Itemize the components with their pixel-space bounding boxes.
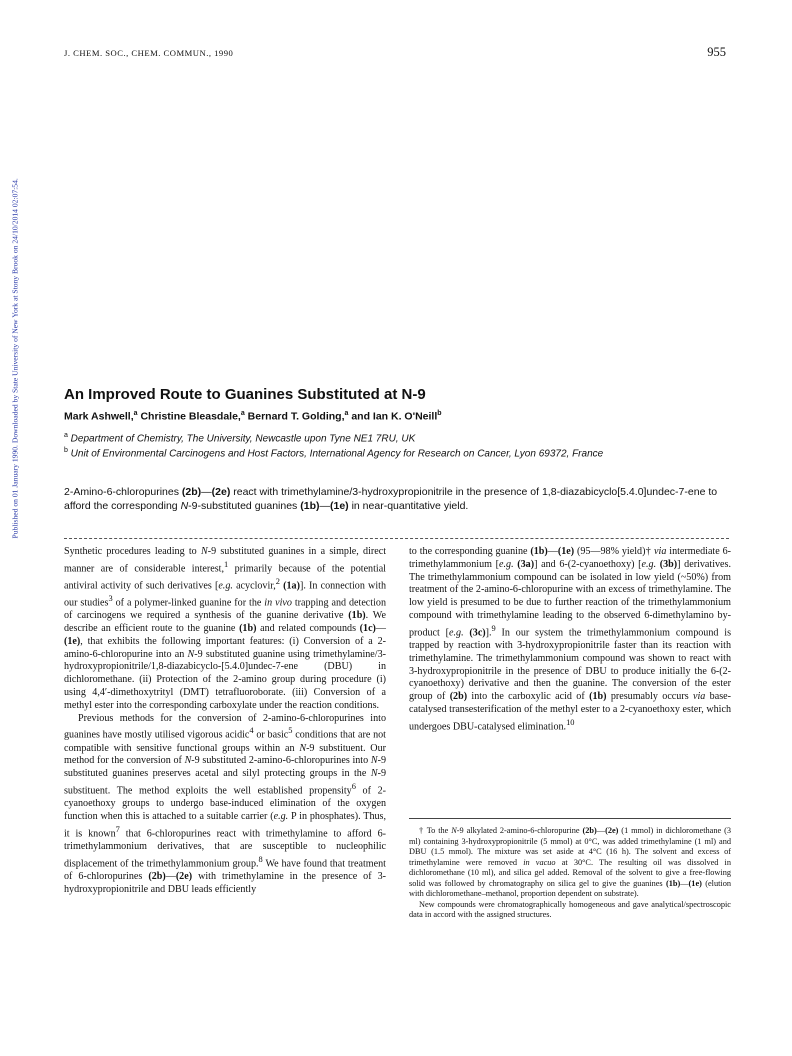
affiliations: $^a$ Department of Chemistry, The University, Newcastle upon Tyne NE1 7RU, UK $^b$ Unit of Environmental Carcinogens and Host Factors, International Agency for Research on Cancer, Lyon 69372, France xyxy=(64,432,604,460)
page-number: 955 xyxy=(707,45,726,59)
footnotes xyxy=(409,826,731,921)
body-paragraph: Previous methods for the conversion of 2-amino-6-chloropurines into guanines have mostly utilised vigorous acidic$^4$ or basic$^5$ conditions that are not compatible with sensitive functional groups within an N-9 substituent. Our method for the conversion of N-9 substituted 2-amino-6-chloropurines into N-9 substituted guanines preserves acetal and silyl protecting groups in the N-9 substituent. The method exploits the well established propensity$^6$ of 2-cyanoethoxy groups to undergo base-induced elimination of the oxygen function when this is attached to a suitable carrier (e.g. P in phosphates). Thus, it is known$^7$ that 6-chloropurines react with trimethylamine to afford 6-trimethylammonium derivatives, that are susceptible to nucleophilic displacement of the trimethylammonium group.$^8$ We have found that treatment of 6-chloropurines (2b)—(2e) with trimethylamine in the presence of 3-hydroxypropionitrile and DBU leads efficiently xyxy=(64,712,387,895)
body-column-right xyxy=(409,546,731,734)
footnote: New compounds were chromatographically homogeneous and gave analytical/spectroscopic data in accord with the assigned structures. xyxy=(409,899,731,919)
abstract-divider xyxy=(64,538,729,539)
abstract: 2-Amino-6-chloropurines (2b)—(2e) react with trimethylamine/3-hydroxypropionitrile in the presence of 1,8-diazabicyclo[5.4.0]undec-7-ene to afford the corresponding N-9-substituted guanines (1b)—(1e) in near-quantitative yield. xyxy=(64,486,718,512)
footnote: † To the N-9 alkylated 2-amino-6-chloropurine (2b)—(2e) (1 mmol) in dichloromethane (3 ml) containing 3-hydroxypropionitrile (5 mmol) at 0°C, was added trimethylamine (1 ml) and DBU (1.5 mmol). The mixture was set aside at 4°C (16 h). The solvent and excess of trimethylamine were removed in vacuo at 30°C. The resulting oil was dissolved in dichloromethane (10 ml), and silica gel added. Removal of the solvent to give a free-flowing solid was followed by chromatography on silica gel to give the guanines (1b)—(1e) (elution with dichloromethane–methanol, proportion dependent on substrate). xyxy=(409,826,731,898)
running-head: J. CHEM. SOC., CHEM. COMMUN., 1990 xyxy=(64,48,234,58)
body-paragraph: to the corresponding guanine (1b)—(1e) (95—98% yield)† via intermediate 6-trimethylammonium [e.g. (3a)] and 6-(2-cyanoethoxy) [e.g. (3b)] derivatives. The trimethylammonium compound can be isolated in low yield (~50%) from treatment of the 2-amino-6-chloropurine with an excess of trimethylamine. The low yield is presumed to be due to further reaction of the trimethylammonium compound with trimethylamine leading to the observed 6-dimethylamino by-product [e.g. (3c)].$^9$ In our system the trimethylammonium compound is trapped by reaction with 3-hydroxypropionitrile faster than its reaction with trimethylamine. The trimethylammonium compound was shown to react with 3-hydroxypropionitrile in the presence of DBU to produce initially the 6-(2-cyanoethoxy) derivative and then the guanine. The conversion of the ester group of (2b) into the carboxylic acid of (1b) presumably occurs via base-catalysed transesterification of the methyl ester to a 2-cyanoethoxy ester, which undergoes DBU-catalysed elimination.$^{10}$ xyxy=(409,546,731,733)
footnote-divider xyxy=(409,818,731,819)
publication-stamp: Published on 01 January 1990. Downloaded by State University of New York at Stony Brook on 24/10/2014 02:07:54. xyxy=(10,178,20,539)
body-paragraph: Synthetic procedures leading to N-9 substituted guanines in a simple, direct manner are of considerable interest,$^1$ primarily because of the potential antiviral activity of such derivatives [e.g. acyclovir,$^2$ (1a)]. In connection with our studies$^3$ of a polymer-linked guanine for the in vivo trapping and detection of carcinogens we required a synthesis of the guanine derivative (1b). We describe an efficient route to the guanine (1b) and related compounds (1c)—(1e), that exhibits the following important features: (i) Conversion of a 2-amino-6-chloropurine into an N-9 substituted guanine using trimethylamine/3-hydroxypropionitrile/1,8-diazabicyclo-[5.4.0]undec-7-ene (DBU) in dichloromethane. (ii) Protection of the 2-amino group during procedure (i) using 4,4′-dimethoxytrityl (DMT) tetrafluoroborate. (iii) Conversion of a methyl ester into the corresponding carboxylate under the reaction conditions. xyxy=(64,546,387,711)
author-list: Mark Ashwell,$^a$ Christine Bleasdale,$^a$ Bernard T. Golding,$^a$ and Ian K. O'Neill$^b$ xyxy=(64,410,442,423)
article-title: An Improved Route to Guanines Substituted at N-9 xyxy=(64,386,426,403)
body-column-left xyxy=(64,546,386,896)
